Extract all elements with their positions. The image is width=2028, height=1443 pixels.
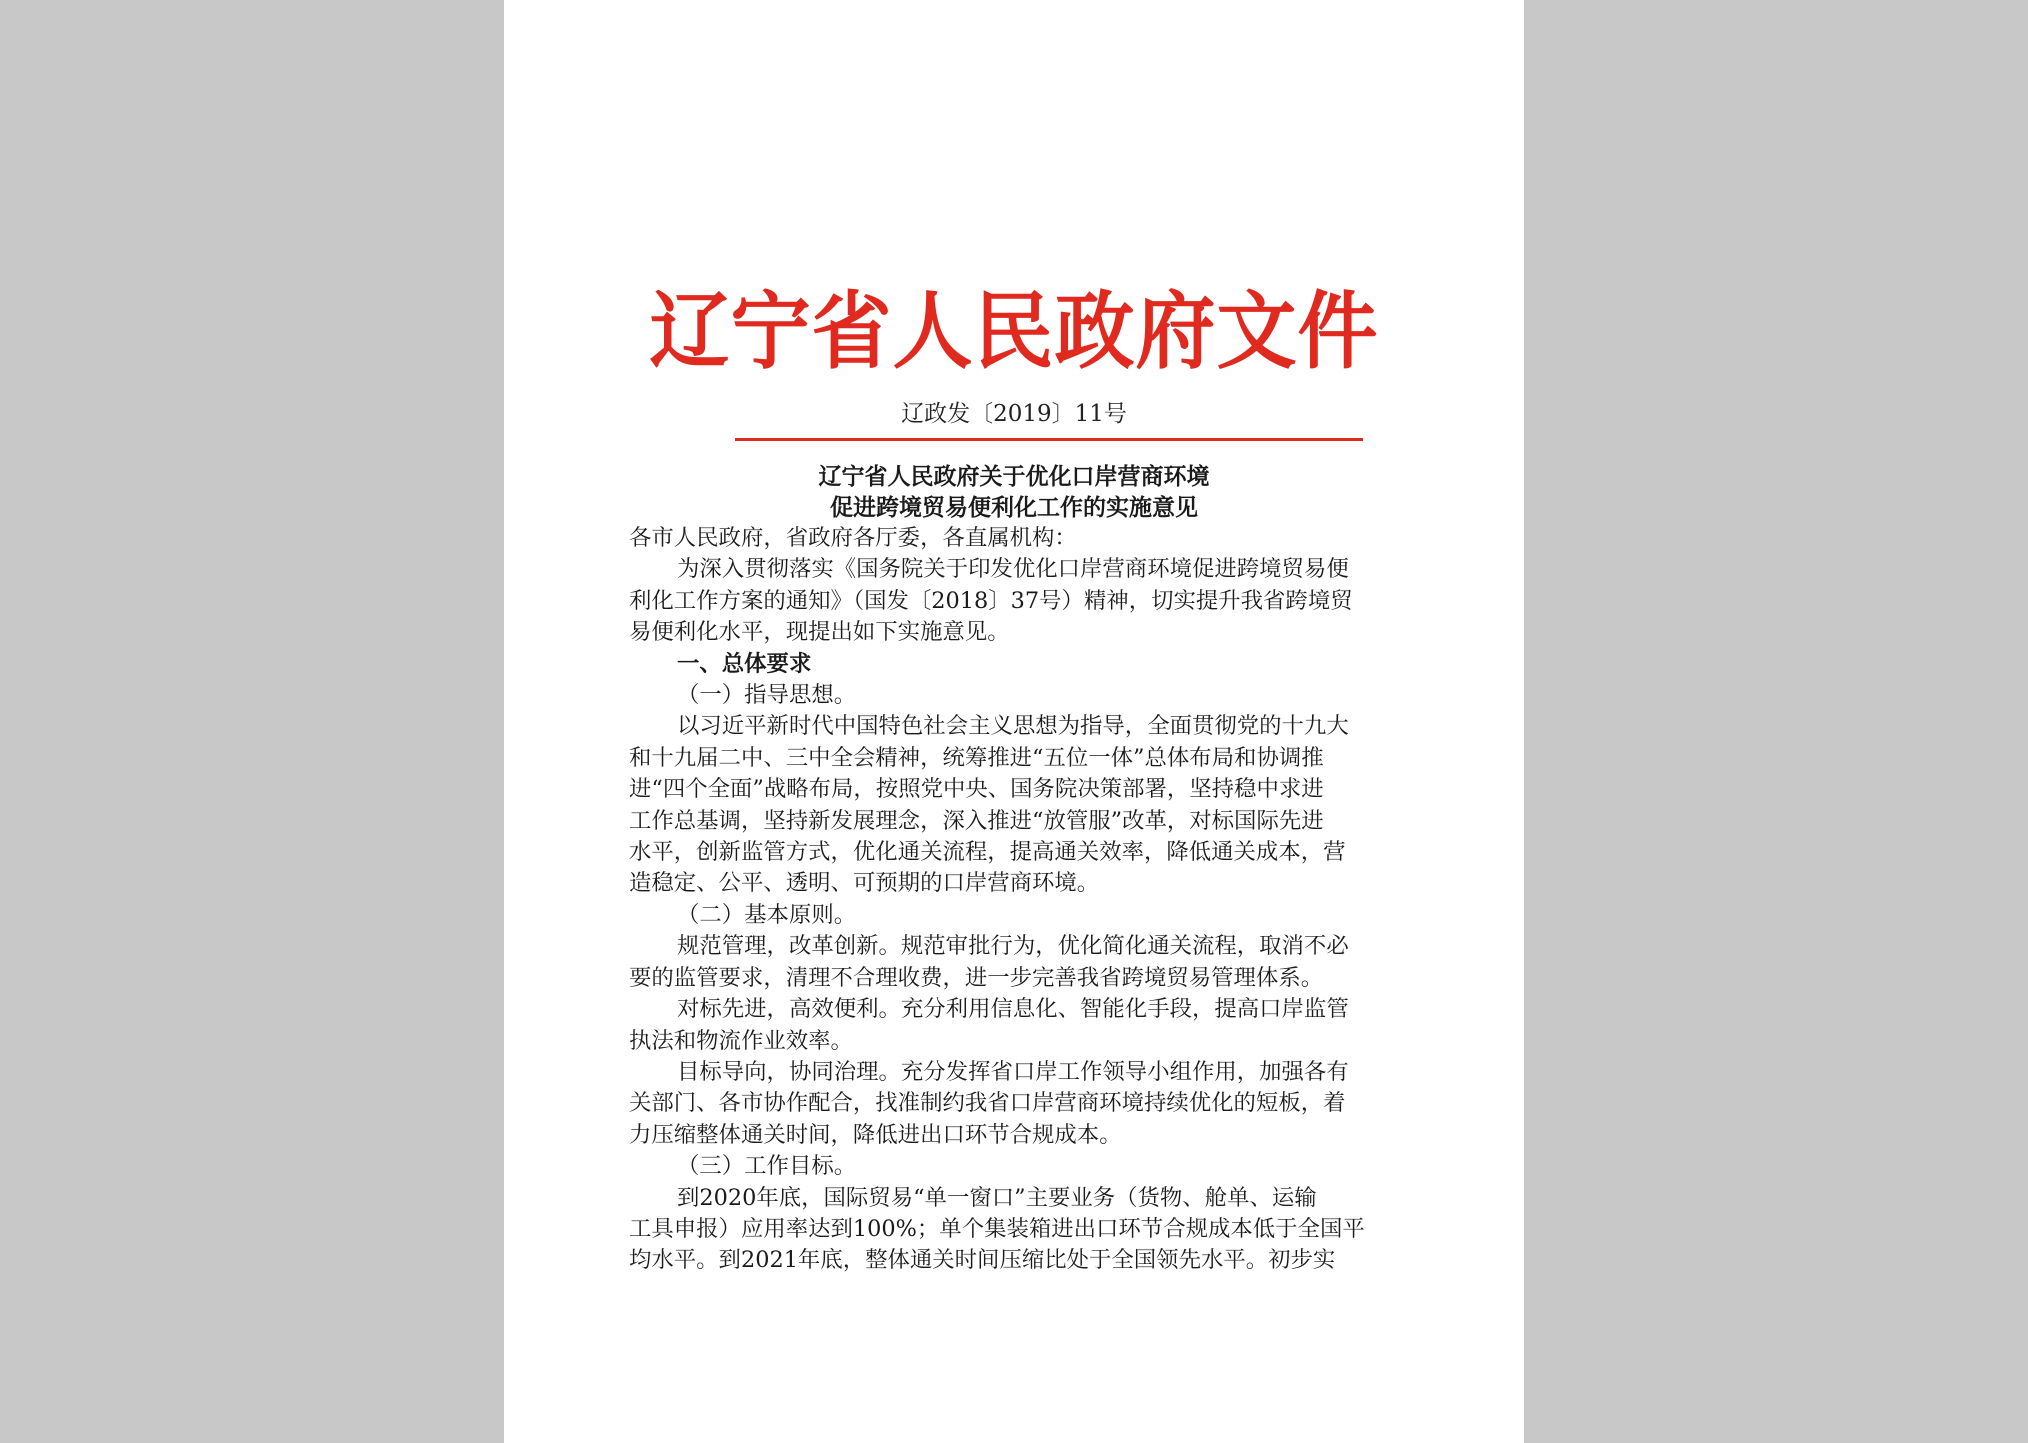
body-line: 易便利化水平，现提出如下实施意见。 xyxy=(629,619,1010,646)
section-heading: 一、总体要求 xyxy=(677,650,812,677)
body-line: 工具申报）应用率达到100%；单个集装箱进出口环节合规成本低于全国平 xyxy=(629,1215,1365,1242)
body-line: 关部门、各市协作配合，找准制约我省口岸营商环境持续优化的短板，着 xyxy=(629,1090,1346,1117)
body-line: 以习近平新时代中国特色社会主义思想为指导，全面贯彻党的十九大 xyxy=(677,713,1349,740)
red-divider-line xyxy=(735,438,1363,441)
body-line: 和十九届二中、三中全会精神，统筹推进“五位一体”总体布局和协调推 xyxy=(629,744,1324,771)
body-line: 力压缩整体通关时间，降低进出口环节合规成本。 xyxy=(629,1121,1122,1148)
subsection-heading: （一）指导思想。 xyxy=(677,682,857,709)
subsection-heading: （三）工作目标。 xyxy=(677,1153,857,1180)
body-line: 对标先进，高效便利。充分利用信息化、智能化手段，提高口岸监管 xyxy=(677,996,1349,1023)
body-line: 利化工作方案的通知》（国发〔2018〕37号）精神，切实提升我省跨境贸 xyxy=(629,587,1353,614)
document-body xyxy=(629,523,1404,1277)
body-line: 规范管理，改革创新。规范审批行为，优化简化通关流程，取消不必 xyxy=(677,933,1349,960)
document-title-line-2: 促进跨境贸易便利化工作的实施意见 xyxy=(830,494,1198,521)
addressee-line: 各市人民政府，省政府各厅委，各直属机构： xyxy=(629,525,1077,551)
body-line: 目标导向，协同治理。充分发挥省口岸工作领导小组作用，加强各有 xyxy=(677,1058,1349,1085)
document-page xyxy=(504,0,1524,1443)
body-line: 为深入贯彻落实《国务院关于印发优化口岸营商环境促进跨境贸易便 xyxy=(677,556,1349,583)
body-line: 均水平。到2021年底，整体通关时间压缩比处于全国领先水平。初步实 xyxy=(629,1247,1336,1274)
body-line: 执法和物流作业效率。 xyxy=(629,1027,853,1054)
subsection-heading: （二）基本原则。 xyxy=(677,901,857,928)
body-line: 水平，创新监管方式，优化通关流程，提高通关效率，降低通关成本，营 xyxy=(629,839,1346,866)
document-number: 辽政发〔2019〕11号 xyxy=(901,401,1127,427)
body-line: 到2020年底，国际贸易“单一窗口”主要业务（货物、舱单、运输 xyxy=(677,1184,1317,1211)
body-line: 要的监管要求，清理不合理收费，进一步完善我省跨境贸易管理体系。 xyxy=(629,964,1324,991)
body-line: 工作总基调，坚持新发展理念，深入推进“放管服”改革，对标国际先进 xyxy=(629,807,1324,834)
document-masthead: 辽宁省人民政府文件 xyxy=(649,282,1379,381)
body-line: 造稳定、公平、透明、可预期的口岸营商环境。 xyxy=(629,870,1100,897)
document-title-line-1: 辽宁省人民政府关于优化口岸营商环境 xyxy=(818,463,1210,490)
body-line: 进“四个全面”战略布局，按照党中央、国务院决策部署，坚持稳中求进 xyxy=(629,776,1324,803)
